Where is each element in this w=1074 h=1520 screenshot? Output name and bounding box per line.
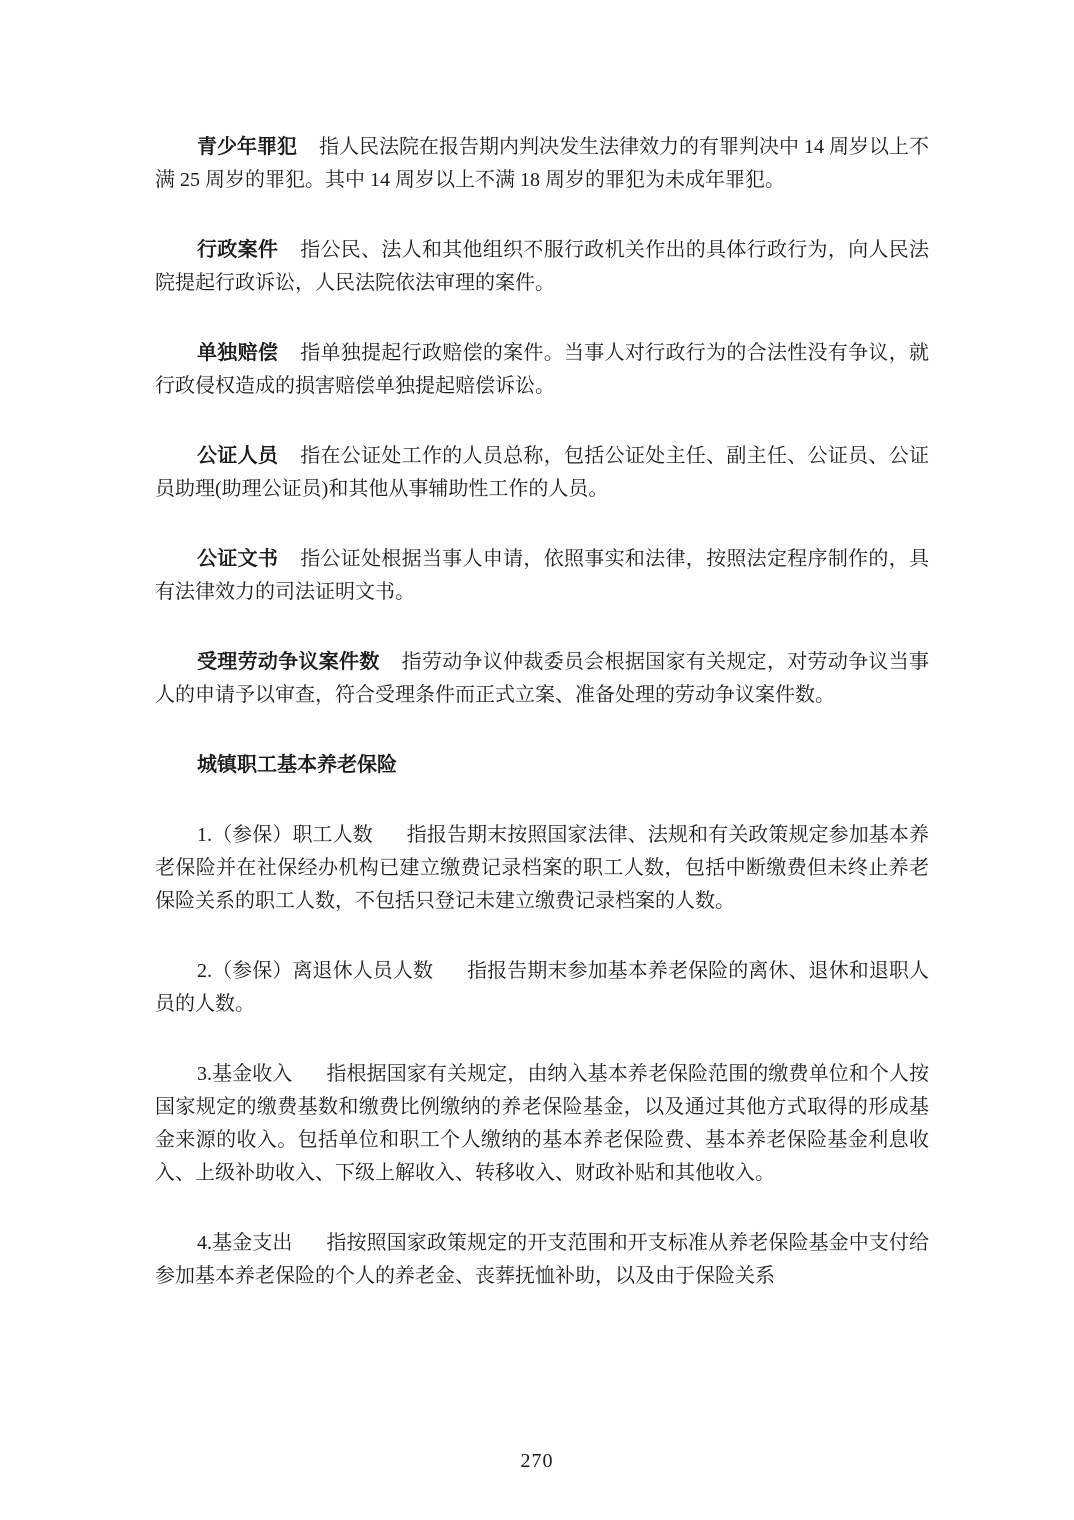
term-definition: 指公证处根据当事人申请，依照事实和法律，按照法定程序制作的，具有法律效力的司法证明文书。 bbox=[155, 548, 930, 603]
term-definition: 指人民法院在报告期内判决发生法律效力的有罪判决中 14 周岁以上不满 25 周岁的罪犯。其中 14 周岁以上不满 18 周岁的罪犯为未成年罪犯。 bbox=[155, 136, 929, 191]
term-label: 公证文书 bbox=[197, 548, 279, 570]
term-label: 行政案件 bbox=[197, 239, 279, 261]
glossary-entry bbox=[155, 646, 929, 712]
numbered-term-label: 2.（参保）离退休人员人数 bbox=[197, 960, 434, 982]
term-definition: 指按照国家政策规定的开支范围和开支标准从养老保险基金中支付给参加基本养老保险的个人的养老金、丧葬抚恤补助，以及由于保险关系 bbox=[155, 1232, 930, 1287]
glossary-entry bbox=[155, 955, 929, 1021]
glossary-entry bbox=[155, 1227, 929, 1293]
glossary-entry bbox=[155, 440, 929, 506]
term-definition: 指报告期末按照国家法律、法规和有关政策规定参加基本养老保险并在社保经办机构已建立缴费记录档案的职工人数，包括中断缴费但未终止养老保险关系的职工人数，不包括只登记未建立缴费记录档案的人数。 bbox=[155, 824, 930, 912]
page-number: 270 bbox=[520, 1450, 554, 1472]
numbered-term-label: 1.（参保）职工人数 bbox=[197, 824, 373, 846]
term-label: 公证人员 bbox=[197, 445, 279, 467]
term-definition: 指在公证处工作的人员总称，包括公证处主任、副主任、公证员、公证员助理(助理公证员)和其他从事辅助性工作的人员。 bbox=[155, 445, 930, 500]
glossary-entry bbox=[155, 131, 929, 197]
glossary-entry bbox=[155, 1058, 929, 1190]
term-definition: 指报告期末参加基本养老保险的离休、退休和退职人员的人数。 bbox=[155, 960, 930, 1015]
glossary-entry bbox=[155, 819, 929, 918]
glossary-entry bbox=[155, 337, 929, 403]
term-label: 单独赔偿 bbox=[197, 342, 279, 364]
section-heading: 城镇职工基本养老保险 bbox=[197, 754, 397, 776]
numbered-term-label: 4.基金支出 bbox=[197, 1232, 293, 1254]
term-definition: 指单独提起行政赔偿的案件。当事人对行政行为的合法性没有争议，就行政侵权造成的损害赔偿单独提起赔偿诉讼。 bbox=[155, 342, 930, 397]
glossary-entry bbox=[155, 234, 929, 300]
numbered-term-label: 3.基金收入 bbox=[197, 1063, 293, 1085]
term-definition: 指公民、法人和其他组织不服行政机关作出的具体行政行为，向人民法院提起行政诉讼，人民法院依法审理的案件。 bbox=[155, 239, 930, 294]
glossary-entry bbox=[155, 543, 929, 609]
term-label: 青少年罪犯 bbox=[197, 136, 297, 158]
term-definition: 指根据国家有关规定，由纳入基本养老保险范围的缴费单位和个人按国家规定的缴费基数和缴费比例缴纳的养老保险基金，以及通过其他方式取得的形成基金来源的收入。包括单位和职工个人缴纳的基本养老保险费、基本养老保险基金利息收入、上级补助收入、下级上解收入、转移收入、财政补贴和其他收入。 bbox=[155, 1063, 930, 1184]
term-definition: 指劳动争议仲裁委员会根据国家有关规定，对劳动争议当事人的申请予以审查，符合受理条件而正式立案、准备处理的劳动争议案件数。 bbox=[155, 651, 930, 706]
term-label: 受理劳动争议案件数 bbox=[197, 651, 380, 673]
